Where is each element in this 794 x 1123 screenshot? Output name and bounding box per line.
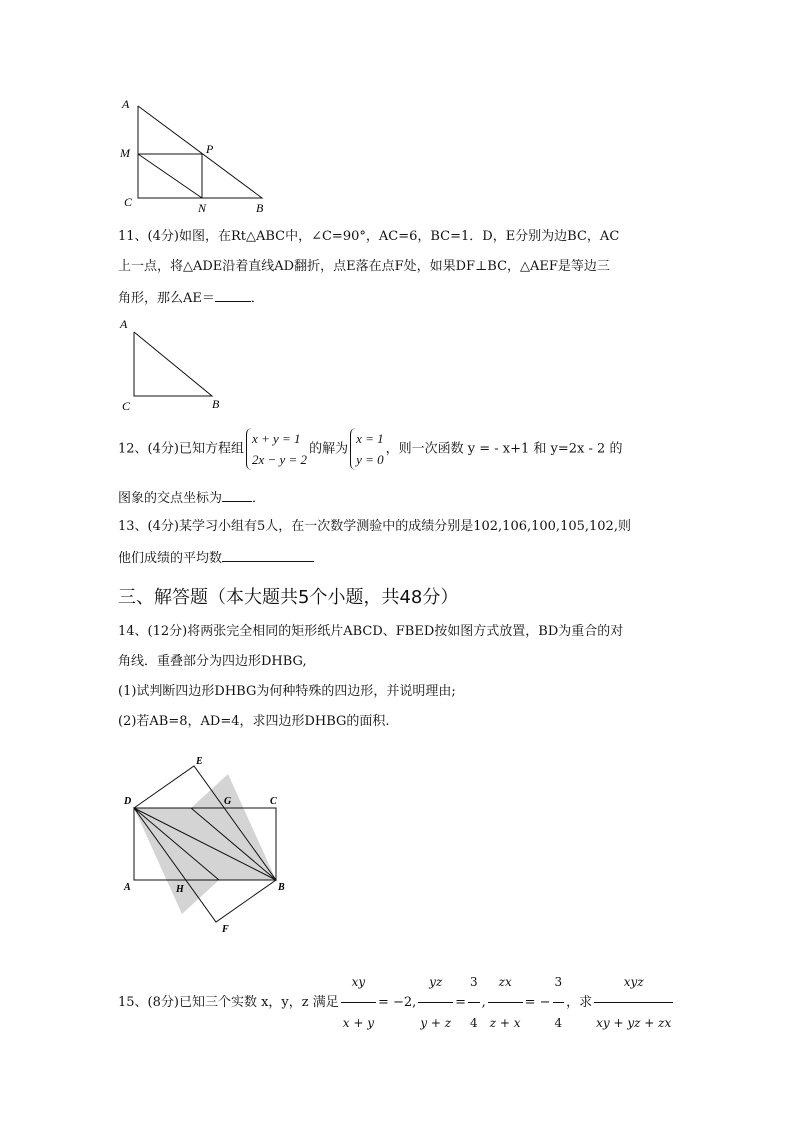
q13-line1: 13、(4分)某学习小组有5人，在一次数学测验中的成绩分别是102,106,100,105,102,则 xyxy=(118,519,631,534)
q12-line2 xyxy=(118,487,265,509)
equals-2: = xyxy=(455,995,467,1010)
q12-suffix: ，则一次函数 y = - x+1 和 y=2x - 2 的 xyxy=(385,441,623,457)
equation-system xyxy=(246,428,307,470)
label-n: N xyxy=(198,201,207,215)
label-a-2: A xyxy=(120,317,128,331)
fraction-neg-three-quarters xyxy=(553,962,565,1043)
q15-line xyxy=(118,962,675,1043)
label-b-3: B xyxy=(278,882,285,893)
fraction-zx-den: z + x xyxy=(488,1002,523,1043)
label-a-3: A xyxy=(124,882,131,893)
fraction-target-den: xy + yz + zx xyxy=(594,1002,673,1043)
label-a: A xyxy=(122,97,130,111)
q13-line2-text: 他们成绩的平均数 xyxy=(118,551,223,566)
solution-2: y = 0 xyxy=(356,452,384,467)
fraction-5-num: 3 xyxy=(554,975,563,989)
fraction-three-quarters xyxy=(468,962,480,1043)
label-c-3: C xyxy=(270,796,277,807)
label-d: D xyxy=(124,796,132,807)
fraction-zx-num: zx xyxy=(498,975,512,989)
comma-2: , xyxy=(481,995,486,1010)
q14-part1: (1)试判断四边形DHBG为何种特殊的四边形，并说明理由; xyxy=(118,684,456,699)
fraction-yz-num: yz xyxy=(429,975,443,989)
q11-line3-text: 角形，那么AE＝ xyxy=(118,291,215,306)
fraction-3-den: 4 xyxy=(468,1002,480,1043)
label-b-2: B xyxy=(212,397,220,411)
fraction-target-num: xyz xyxy=(623,975,644,989)
equation-2: 2x − y = 2 xyxy=(251,452,308,467)
fraction-xy-den: x + y xyxy=(341,1002,376,1043)
q12-line2-end: ． xyxy=(252,491,266,506)
segment-mn xyxy=(138,154,202,198)
triangle-abc xyxy=(138,106,262,198)
fraction-5-den: 4 xyxy=(553,1002,565,1043)
equals-3: = − xyxy=(524,995,551,1010)
fraction-xy-num: xy xyxy=(351,975,366,989)
q11-line3-end: ． xyxy=(250,291,264,306)
q14-line1: 14、(12分)将两张完全相同的矩形纸片ABCD、FBED按如图方式放置，BD为重合的对 xyxy=(118,624,624,639)
q11-line2: 上一点，将△ADE沿着直线AD翻折，点E落在点F处，如果DF⊥BC，△AEF是等边三 xyxy=(118,259,610,274)
solution-system xyxy=(350,428,384,470)
q12-line1 xyxy=(118,428,622,470)
label-c-2: C xyxy=(122,399,131,413)
label-g: G xyxy=(224,796,232,807)
q12-prefix: 12、(4分)已知方程组 xyxy=(118,441,244,457)
label-h: H xyxy=(176,884,184,895)
fraction-3-num: 3 xyxy=(470,975,478,989)
figure-triangle-rectangle xyxy=(112,96,272,220)
q14-part2: (2)若AB=8，AD=4，求四边形DHBG的面积. xyxy=(118,714,390,729)
fraction-target xyxy=(594,962,673,1043)
label-b: B xyxy=(256,201,264,215)
fraction-yz xyxy=(418,962,453,1043)
q13-line2 xyxy=(118,547,314,569)
q12-mid: 的解为 xyxy=(309,441,349,457)
figure-right-triangle xyxy=(112,316,232,414)
answer-blank-q13[interactable] xyxy=(222,547,314,562)
label-f: F xyxy=(222,924,229,935)
fraction-xy xyxy=(341,962,376,1043)
triangle-abc-2 xyxy=(134,332,212,396)
label-m: M xyxy=(120,146,130,160)
q14-line2: 角线．重叠部分为四边形DHBG, xyxy=(118,654,307,669)
label-p: P xyxy=(206,142,214,156)
fraction-zx xyxy=(488,962,523,1043)
answer-blank-q12[interactable] xyxy=(222,487,252,502)
label-e: E xyxy=(196,756,203,767)
section-heading: 三、解答题（本大题共5个小题，共48分） xyxy=(118,587,459,608)
q12-line2-text: 图象的交点坐标为 xyxy=(118,491,223,506)
q11-line3 xyxy=(118,287,264,309)
figure-two-rectangles xyxy=(112,752,302,936)
value-1: = −2, xyxy=(377,995,417,1010)
label-c: C xyxy=(124,195,133,209)
q11-line1: 11、(4分)如图，在Rt△ABC中，∠C=90°，AC=6，BC=1．D，E分别为边BC，AC xyxy=(118,229,620,244)
q15-prefix: 15、(8分)已知三个实数 x，y，z 满足 xyxy=(118,995,339,1010)
fraction-yz-den: y + z xyxy=(418,1002,453,1043)
answer-blank-q11[interactable] xyxy=(215,287,251,302)
equation-1: x + y = 1 xyxy=(251,431,301,446)
ask-text: ，求 xyxy=(566,995,593,1010)
solution-1: x = 1 xyxy=(356,431,384,446)
